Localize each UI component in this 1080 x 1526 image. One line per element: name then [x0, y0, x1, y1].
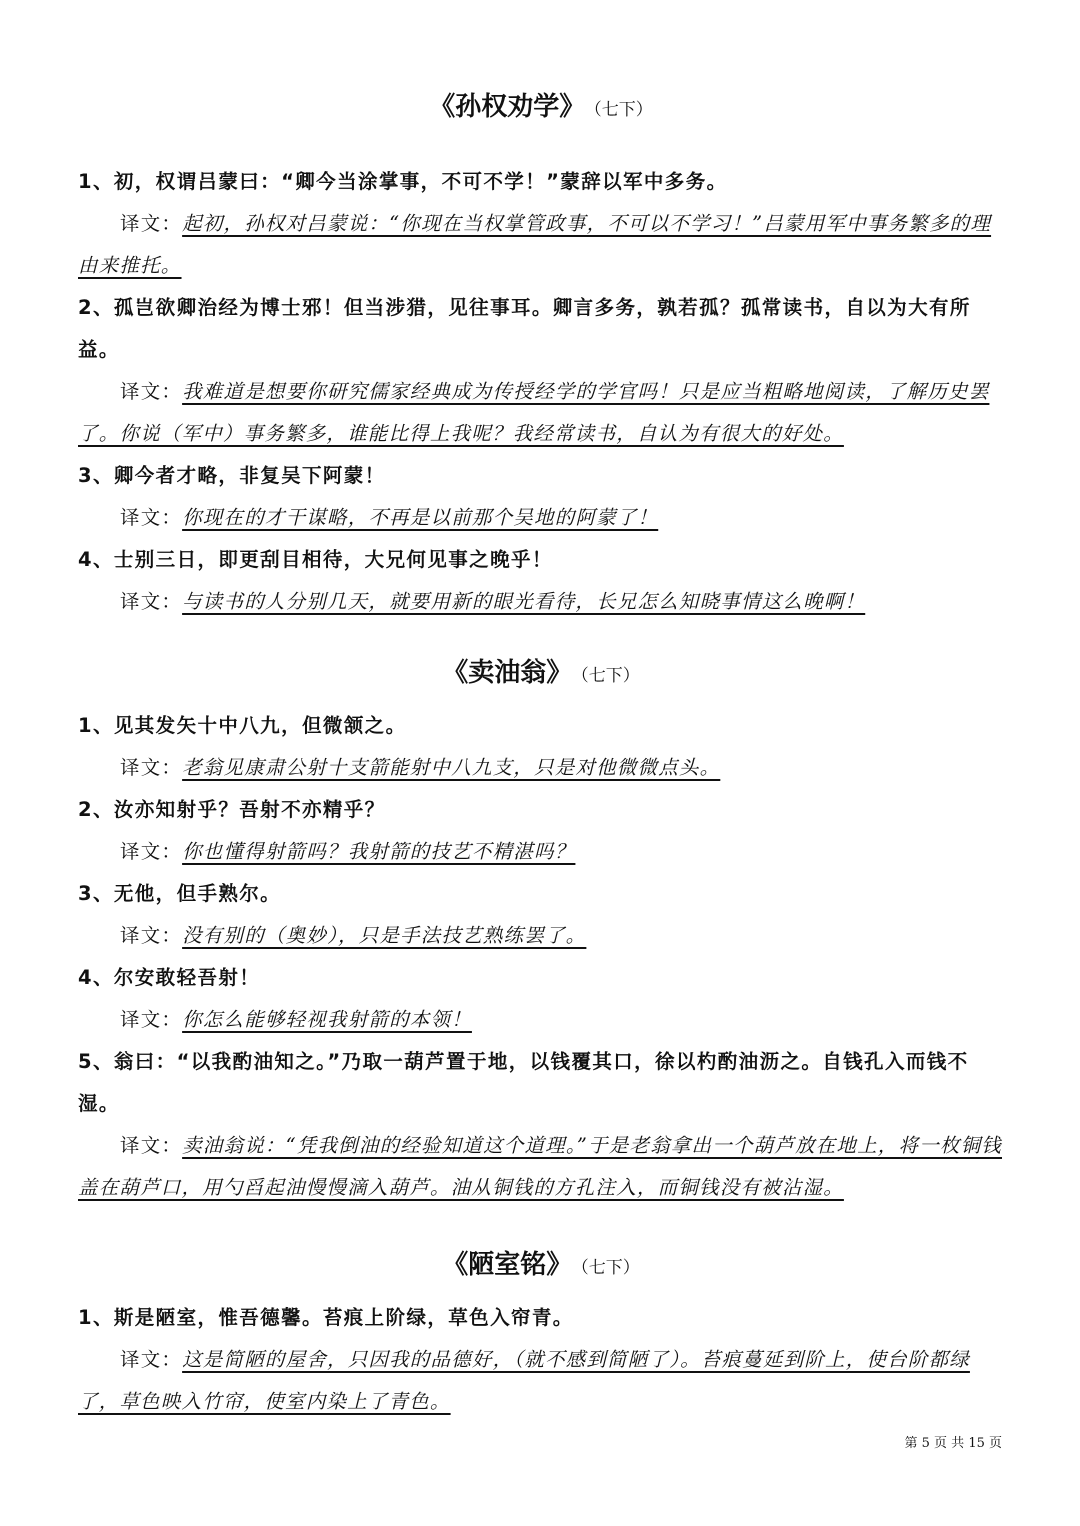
grade-tag: （七下） [593, 100, 653, 120]
grade-tag: （七下） [580, 666, 640, 686]
translation-block [78, 999, 1004, 1041]
original-sentence: 2、孤岂欲卿治经为博士邪！但当涉猎，见往事耳。卿言多务，孰若孤？孤常读书，自以为大有所益。 [78, 296, 971, 361]
translation-text: 你现在的才干谋略，不再是以前那个吴地的阿蒙了！ [182, 506, 659, 529]
section-sun-quan [78, 90, 1004, 623]
translation-label: 译文： [120, 380, 183, 403]
translation-block [78, 581, 1004, 623]
translation-label: 译文： [120, 1008, 183, 1031]
translation-label: 译文： [120, 212, 183, 235]
translation-text: 我难道是想要你研究儒家经典成为传授经学的学官吗！只是应当粗略地阅读，了解历史罢了。你说（军中）事务繁多，谁能比得上我呢？我经常读书，自认为有很大的好处。 [78, 380, 990, 445]
original-sentence: 1、见其发矢十中八九，但微颔之。 [78, 714, 407, 737]
translation-block [78, 747, 1004, 789]
section-title [78, 656, 1004, 693]
grade-tag: （七下） [580, 1258, 640, 1278]
translation-block [78, 203, 1004, 287]
translation-block [78, 1125, 1004, 1209]
section-title [78, 90, 1004, 127]
page-number: 第 5 页 共 15 页 [904, 1436, 1002, 1451]
original-sentence: 1、初，权谓吕蒙曰：“卿今当涂掌事，不可不学！”蒙辞以军中多务。 [78, 170, 728, 193]
translation-label: 译文： [120, 1134, 183, 1157]
translation-block [78, 1339, 1004, 1423]
translation-text: 卖油翁说：“凭我倒油的经验知道这个道理。”于是老翁拿出一个葫芦放在地上，将一枚铜钱盖在葫芦口，用勺舀起油慢慢滴入葫芦。油从铜钱的方孔注入，而铜钱没有被沾湿。 [78, 1134, 1002, 1199]
original-sentence: 3、卿今者才略，非复吴下阿蒙！ [78, 464, 386, 487]
translation-text: 起初，孙权对吕蒙说：“你现在当权掌管政事，不可以不学习！”吕蒙用军中事务繁多的理由来推托。 [78, 212, 992, 277]
title-text: 《孙权劝学》 [429, 92, 586, 122]
translation-text: 与读书的人分别几天，就要用新的眼光看待，长兄怎么知晓事情这么晚啊！ [182, 590, 866, 613]
original-sentence: 5、翁曰：“以我酌油知之。”乃取一葫芦置于地，以钱覆其口，徐以杓酌油沥之。自钱孔入而钱不湿。 [78, 1050, 969, 1115]
translation-block [78, 371, 1004, 455]
title-text: 《陋室铭》 [442, 1250, 573, 1280]
original-sentence: 1、斯是陋室，惟吾德馨。苔痕上阶绿，草色入帘青。 [78, 1306, 574, 1329]
title-text: 《卖油翁》 [442, 658, 573, 688]
translation-label: 译文： [120, 590, 183, 613]
section-lou-shi-ming [78, 1248, 1004, 1423]
translation-label: 译文： [120, 756, 183, 779]
translation-text: 你也懂得射箭吗？我射箭的技艺不精湛吗？ [182, 840, 576, 863]
section-mai-you-weng [78, 656, 1004, 1209]
translation-label: 译文： [120, 840, 183, 863]
translation-label: 译文： [120, 924, 183, 947]
translation-label: 译文： [120, 1348, 183, 1371]
original-sentence: 3、无他，但手熟尔。 [78, 882, 282, 905]
translation-text: 你怎么能够轻视我射箭的本领！ [182, 1008, 472, 1031]
translation-block [78, 831, 1004, 873]
original-sentence: 4、尔安敢轻吾射！ [78, 966, 261, 989]
translation-block [78, 915, 1004, 957]
translation-text: 没有别的（奥妙），只是手法技艺熟练罢了。 [182, 924, 587, 947]
original-sentence: 2、汝亦知射乎？吾射不亦精乎？ [78, 798, 386, 821]
original-sentence: 4、士别三日，即更刮目相待，大兄何见事之晚乎！ [78, 548, 553, 571]
translation-text: 老翁见康肃公射十支箭能射中八九支，只是对他微微点头。 [182, 756, 721, 779]
translation-block [78, 497, 1004, 539]
translation-label: 译文： [120, 506, 183, 529]
translation-text: 这是简陋的屋舍，只因我的品德好，（就不感到简陋了）。苔痕蔓延到阶上，使台阶都绿了，草色映入竹帘，使室内染上了青色。 [78, 1348, 970, 1413]
section-title [78, 1248, 1004, 1285]
